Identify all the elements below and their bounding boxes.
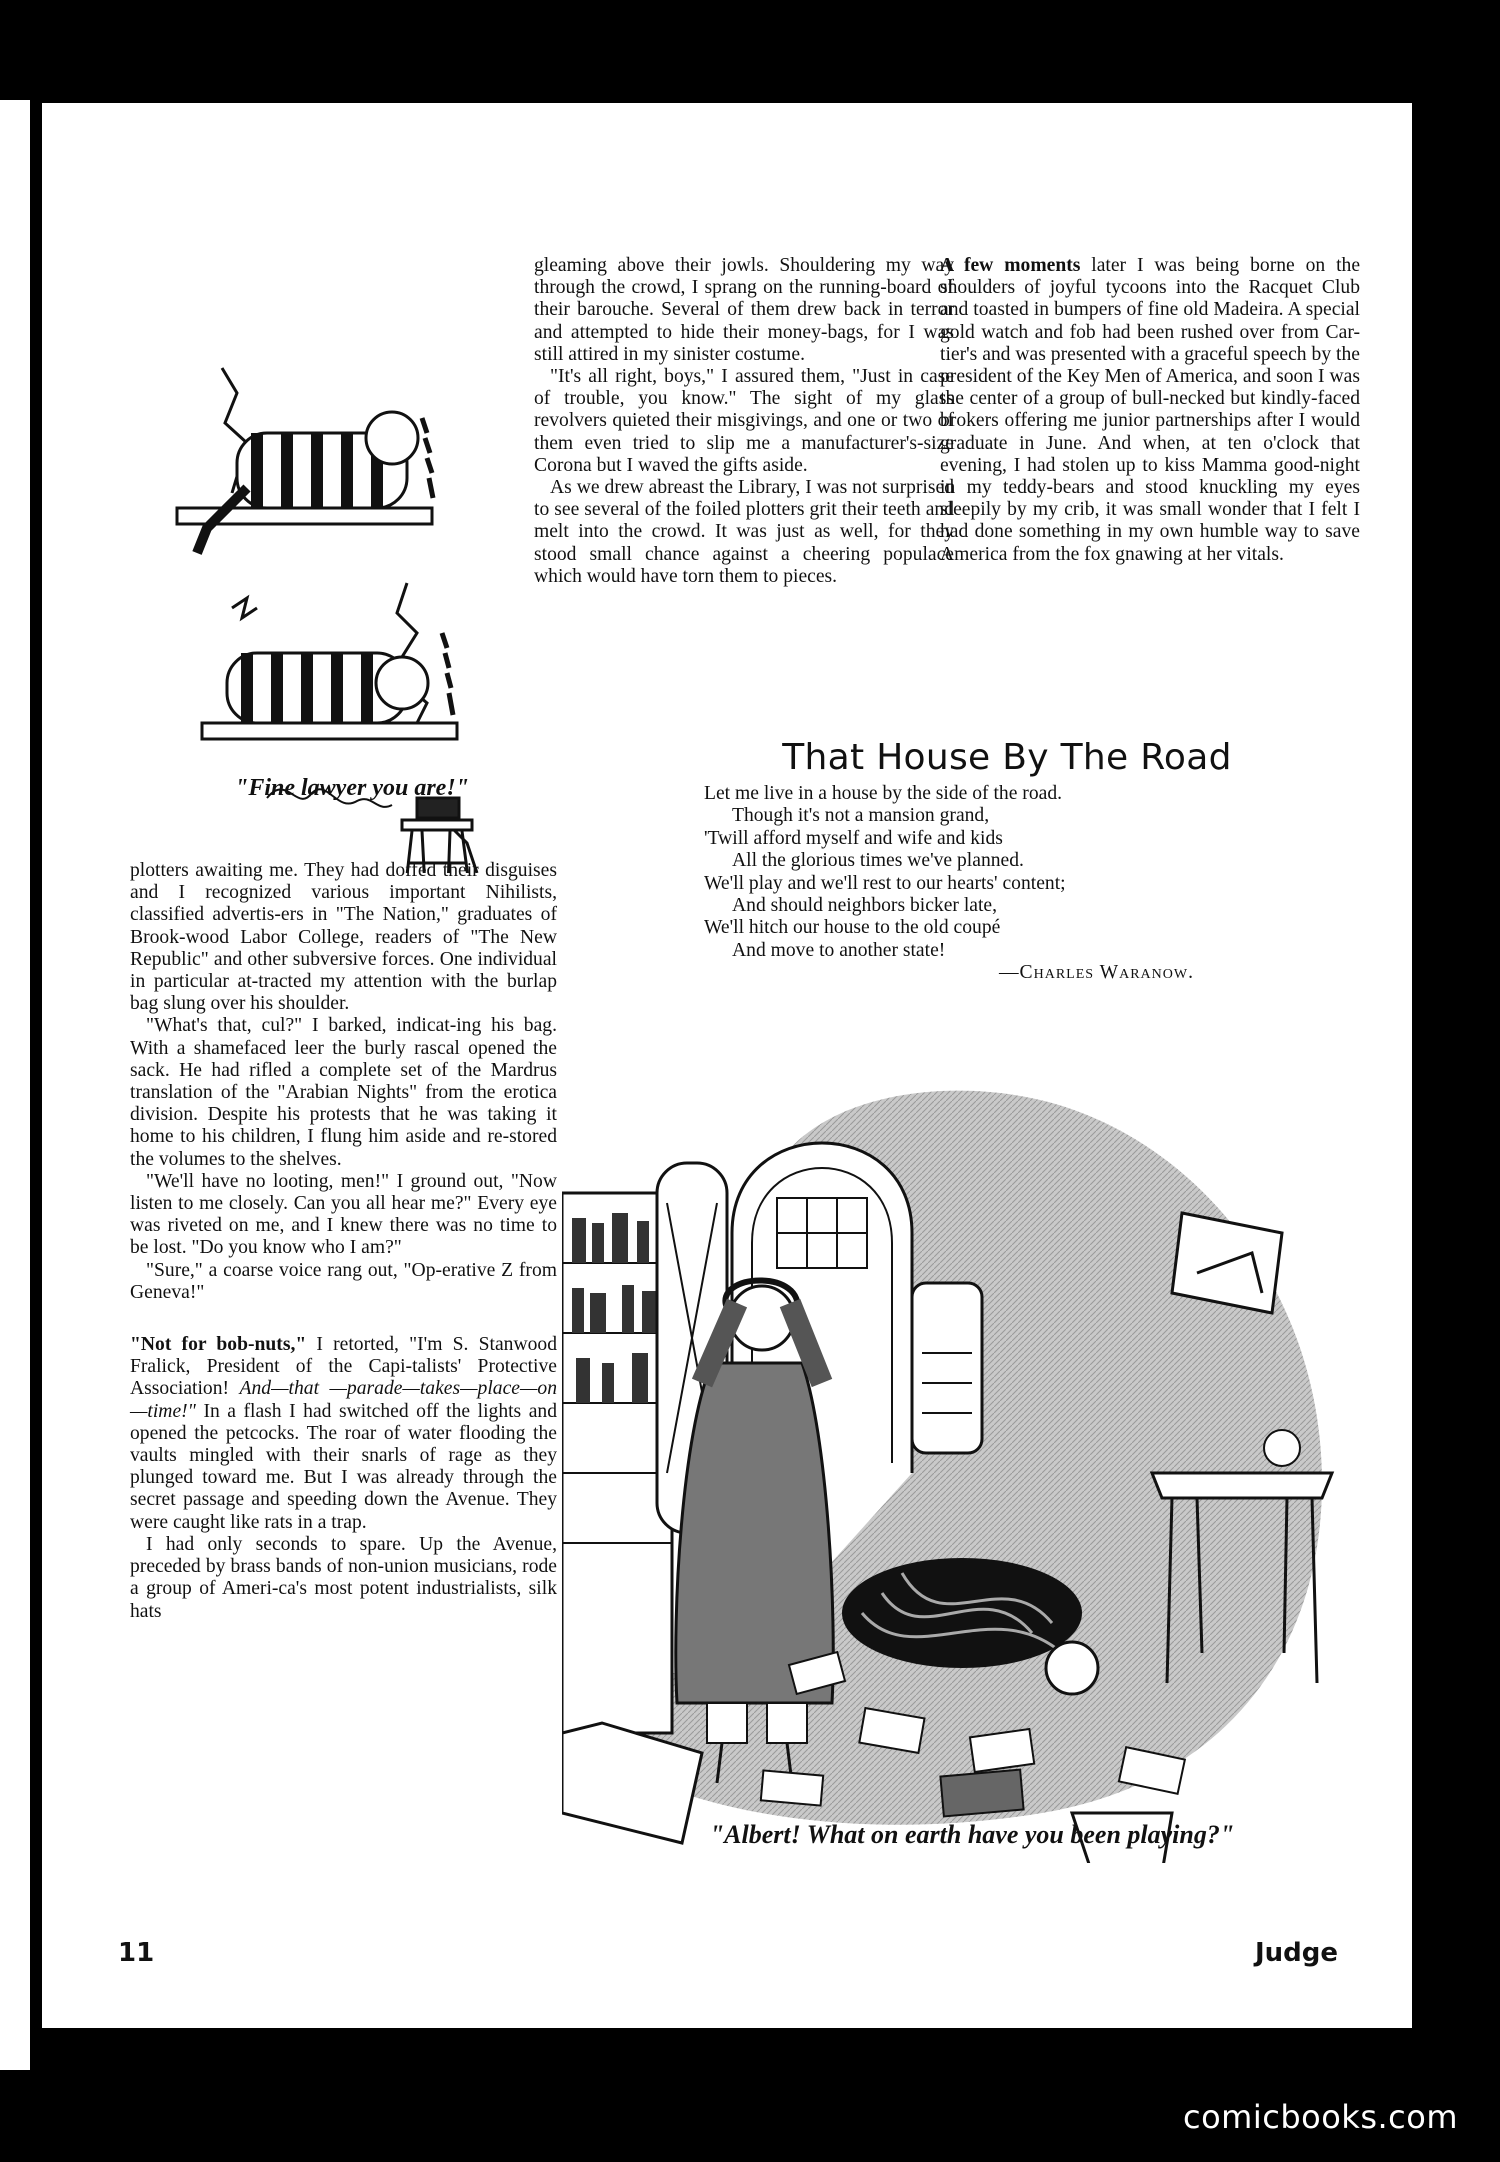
- upper-prisoner-figure: [197, 412, 418, 553]
- paragraph: plotters awaiting me. They had doffed their disguises and I recognized various important Nihilists, classified advertis-ers in "The Nation," graduates of Brook-wood Labor College, readers of "The New Republic" and other subversive forces. One individual in particular at-tracted my attention with the burlap bag slung over his shoulder.: [130, 860, 557, 1015]
- article-column-1: [130, 860, 557, 1623]
- top-cartoon-caption: "Fine lawyer you are!": [235, 775, 469, 801]
- paragraph: "It's all right, boys," I assured them, "Just in case of trouble, you know." The sight of my glass revolvers quieted their misgivings, and one or two of them even tried to slip me a manufacturer's-size Corona but I waved the gifts aside.: [534, 366, 954, 476]
- paragraph: "We'll have no looting, men!" I ground out, "Now listen to me closely. Can you all hear me?" Every eye was riveted on me, and I knew there was no time to be lost. "Do you know who I am?": [130, 1170, 557, 1259]
- magazine-page: [42, 103, 1412, 2028]
- poem-line: 'Twill afford myself and wife and kids: [704, 827, 1003, 849]
- paragraph: "Sure," a coarse voice rang out, "Op-erative Z from Geneva!": [130, 1259, 557, 1303]
- poem-line: Though it's not a mansion grand,: [732, 805, 990, 827]
- paragraph: gleaming above their jowls. Shouldering my way through the crowd, I sprang on the running-board of their barouche. Several of them drew back in terror and attempted to hide their money-bags, for I was still attired in my sinister costume.: [534, 255, 954, 365]
- poem-line: We'll play and we'll rest to our hearts' content;: [704, 872, 1066, 894]
- article-column-2: [534, 255, 954, 588]
- cartoon-room-illustration: [562, 1053, 1372, 1863]
- lead-in: A few moments: [940, 255, 1081, 276]
- poem-line: All the glorious times we've planned.: [732, 850, 1024, 872]
- article-column-3: [940, 255, 1360, 566]
- lower-prisoner-figure: [227, 653, 428, 723]
- paragraph: I had only seconds to spare. Up the Avenue, preceded by brass bands of non-union musicians, rode a group of Ameri-ca's most potent industrialists, silk hats: [130, 1533, 557, 1622]
- poem-author: —Charles Waranow.: [998, 962, 1194, 984]
- paragraph: As we drew abreast the Library, I was not surprised to see several of the foiled plotters grit their teeth and melt into the crowd. It was just as well, for they stood small chance against a cheering populace which would have torn them to pieces.: [534, 477, 954, 587]
- previous-page-edge: [0, 100, 30, 2070]
- lead-in: "Not for bob-nuts,": [130, 1334, 307, 1356]
- bottom-cartoon-caption: "Albert! What on earth have you been playing?": [709, 1820, 1235, 1849]
- poem-line: And should neighbors bicker late,: [732, 895, 998, 917]
- poem-body: [704, 783, 1264, 985]
- paragraph: A few moments later I was being borne on the shoulders of joyful tycoons into the Racquet Club and toasted in bumpers of fine old Madeira. A special gold watch and fob had been rushed over from Car-tier's and was presented with a graceful speech by the president of the Key Men of America, and soon I was the center of a group of bull-necked but kindly-faced brokers offering me junior partnerships after I would graduate in June. And when, at ten o'clock that evening, I had stolen up to kiss Mamma good-night in my teddy-bears and stood knuckling my eyes sleepily by my crib, it was small wonder that I felt I had done something in my own humble way to save America from the fox gnawing at her vitals.: [940, 255, 1361, 565]
- site-watermark: comicbooks.com: [1182, 2098, 1458, 2136]
- poem-title: That House By The Road: [782, 737, 1232, 778]
- poem-line: We'll hitch our house to the old coupé: [704, 917, 1001, 939]
- magazine-name: Judge: [1254, 1938, 1338, 1968]
- poem-line: And move to another state!: [732, 939, 946, 961]
- paragraph: "What's that, cul?" I barked, indicat-ing his bag. With a shamefaced leer the burly rascal opened the sack. He had rifled a complete set of the Mardrus translation of the "Arabian Nights" from the erotica division. Despite his protests that he was taking it home to his children, I flung him aside and re-stored the volumes to the shelves.: [130, 1015, 557, 1170]
- poem-line: Let me live in a house by the side of the road.: [704, 783, 1063, 804]
- paragraph: "Not for bob-nuts," I retorted, "I'm S. Stanwood Fralick, President of the Capi-talists' Protective Association! And—that —parade—takes—place—on—time!" In a flash I had switched off the lights and opened the petcocks. The roar of water flooding the vaults mingled with their snarls of rage as they plunged toward me. But I was already through the secret passage and speeding down the Avenue. They were caught like rats in a trap.: [130, 1334, 557, 1533]
- page-number: 11: [118, 1938, 155, 1968]
